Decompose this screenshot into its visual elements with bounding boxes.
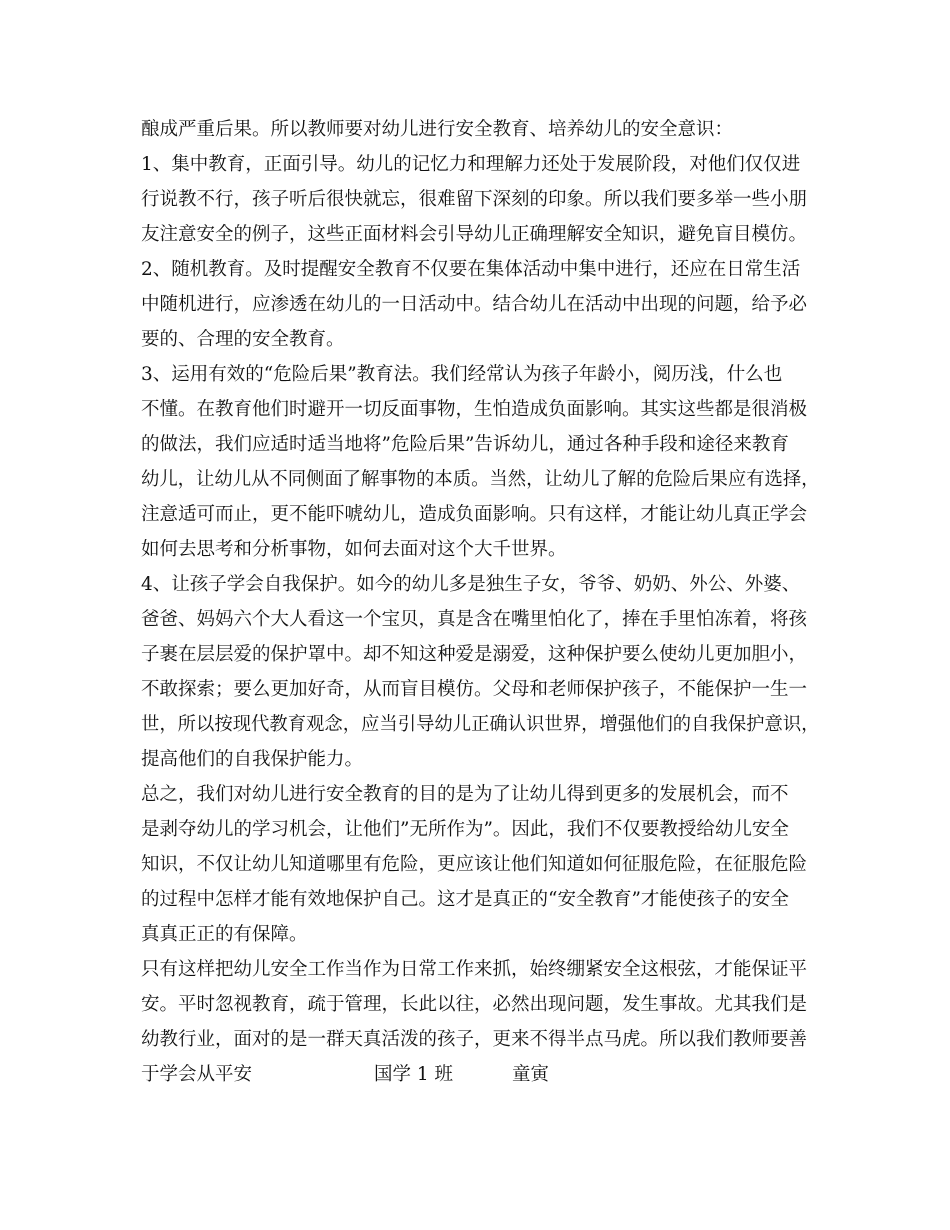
text-line: 子裹在层层爱的保护罩中。却不知这种爱是溺爱，这种保护要么使幼儿更加胆小， (141, 644, 808, 665)
text-line: 真真正正的有保障。 (141, 924, 308, 945)
text-line: 3、运用有效的“危险后果”教育法。我们经常认为孩子年龄小，阅历浅，什么也 (141, 364, 783, 385)
text-line: 注意适可而止，更不能吓唬幼儿，造成负面影响。只有这样，才能让幼儿真正学会 (141, 504, 808, 525)
text-line: 友注意安全的例子，这些正面材料会引导幼儿正确理解安全知识，避免盲目模仿。 (141, 224, 808, 245)
text-line: 只有这样把幼儿安全工作当作为日常工作来抓，始终绷紧安全这根弦，才能保证平 (141, 959, 808, 980)
text-line: 是剥夺幼儿的学习机会，让他们”无所作为”。因此，我们不仅要教授给幼儿安全 (141, 819, 789, 840)
text-line: 安。平时忽视教育，疏于管理，长此以往，必然出现问题，发生事故。尤其我们是 (141, 994, 808, 1015)
signature-name: 童寅 (512, 1064, 550, 1085)
text-line: 要的、合理的安全教育。 (141, 329, 345, 350)
text-line: 爸爸、妈妈六个大人看这一个宝贝，真是含在嘴里怕化了，捧在手里怕冻着，将孩 (141, 609, 808, 630)
text-line: 总之，我们对幼儿进行安全教育的目的是为了让幼儿得到更多的发展机会，而不 (141, 784, 789, 805)
text-line: 的做法，我们应适时适当地将”危险后果”告诉幼儿，通过各种手段和途径来教育 (141, 434, 789, 455)
text-line: 2、随机教育。及时提醒安全教育不仅要在集体活动中集中进行，还应在日常生活 (141, 259, 801, 280)
text-line: 提高他们的自我保护能力。 (141, 749, 364, 770)
text-line: 于学会从平安 (141, 1064, 253, 1085)
text-line: 1、集中教育，正面引导。幼儿的记忆力和理解力还处于发展阶段，对他们仅仅进 (141, 154, 801, 175)
text-line: 幼教行业，面对的是一群天真活泼的孩子，更来不得半点马虎。所以我们教师要善 (141, 1029, 808, 1050)
text-line: 中随机进行，应渗透在幼儿的一日活动中。结合幼儿在活动中出现的问题，给予必 (141, 294, 808, 315)
text-line: 酿成严重后果。所以教师要对幼儿进行安全教育、培养幼儿的安全意识： (141, 119, 734, 140)
text-line: 不懂。在教育他们时避开一切反面事物，生怕造成负面影响。其实这些都是很消极 (141, 399, 808, 420)
text-line: 不敢探索；要么更加好奇，从而盲目模仿。父母和老师保护孩子，不能保护一生一 (141, 679, 808, 700)
text-line: 幼儿，让幼儿从不同侧面了解事物的本质。当然，让幼儿了解的危险后果应有选择， (141, 469, 820, 490)
text-line: 4、让孩子学会自我保护。如今的幼儿多是独生子女，爷爷、奶奶、外公、外婆、 (141, 574, 801, 595)
text-line: 世，所以按现代教育观念，应当引导幼儿正确认识世界，增强他们的自我保护意识， (141, 714, 820, 735)
text-line: 的过程中怎样才能有效地保护自己。这才是真正的“安全教育”才能使孩子的安全 (141, 889, 789, 910)
text-line: 知识，不仅让幼儿知道哪里有危险，更应该让他们知道如何征服危险，在征服危险 (141, 854, 808, 875)
text-line: 行说教不行，孩子听后很快就忘，很难留下深刻的印象。所以我们要多举一些小朋 (141, 189, 808, 210)
text-line: 如何去思考和分析事物，如何去面对这个大千世界。 (141, 539, 567, 560)
signature-class: 国学 1 班 (374, 1064, 454, 1085)
